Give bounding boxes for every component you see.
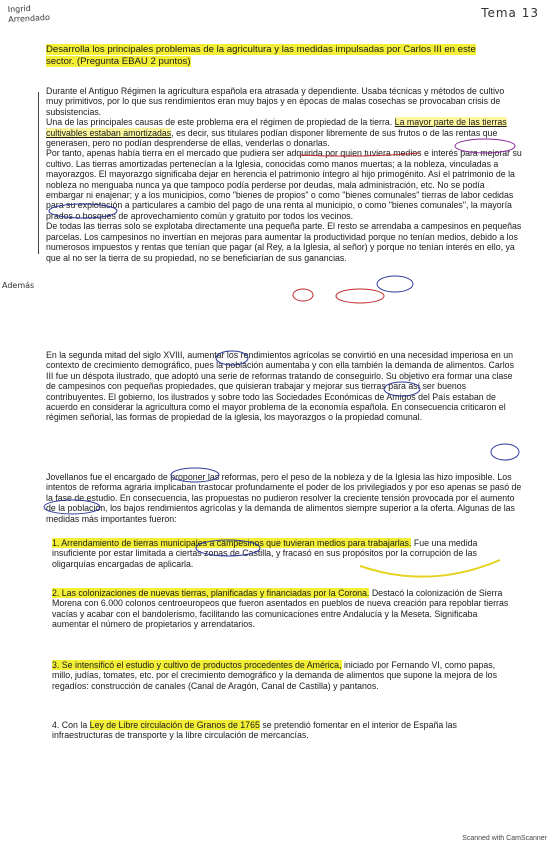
question-title-text: Desarrolla los principales problemas de la agricultura y las medidas impulsadas por Carlos III en este sector. (Pregunta EBAU 2 puntos) xyxy=(46,44,476,67)
measure-3 xyxy=(52,660,512,691)
intro-p2-rest: , es decir, sus titulares podían disponer libremente de sus frutos o de las rentas que generasen, pero no podían desprenderse de ellas, venderlas o donarlas. xyxy=(46,127,498,149)
margin-note: Además xyxy=(2,281,35,290)
section-3-paragraph: Jovellanos fue el encargado de proponer las reformas, pero el peso de la nobleza y de la Iglesia las hizo imposible. Los intentos de reforma agraria implicaban trastocar profundamente el poder de los privilegiados y por eso apenas se pasó de la fase de estudio. En consecuencia, las propuestas no pudieron resolver la creciente tensión provocada por el aumento de la población, los bajos rendimientos agrícolas y la demanda de alimentos siempre superior a la oferta. Algunas de las medidas más importantes fueron: xyxy=(46,472,522,524)
section-2-paragraph: En la segunda mitad del siglo XVIII, aumentar los rendimientos agrícolas se convirtió en una necesidad imperiosa en un contexto de crecimiento demográfico, pues la población aumentaba y con ella también la demanda de alimentos. Carlos III fue un déspota ilustrado, que adoptó una serie de reformas tratando de conseguirlo. Su objetivo era formar una clase de campesinos con pequeñas propiedades, que quisieran trabajar y mejorar sus tierras para así ser buenos contribuyentes. El gobierno, los ilustrados y sobre todo las Sociedades Económicas de Amigos del País estaban de acuerdo en considerar la agricultura como el mayor problema de la economía española. En consecuencia criticaron el régimen señorial, las formas de propiedad de la iglesia, los mayorazgos o la propiedad comunal. xyxy=(46,350,514,423)
measure-4-heading: Ley de Libre circulación de Granos de 1765 xyxy=(89,720,260,730)
measure-2 xyxy=(52,588,512,630)
measure-4-prefix: 4. Con la xyxy=(52,720,88,730)
section-2 xyxy=(46,350,522,423)
student-name-handwritten xyxy=(8,3,51,25)
intro-paragraph-1: Durante el Antiguo Régimen la agricultura española era atrasada y dependiente. Usaba técnicas y métodos de cultivo muy primitivos, por lo que sus rendimientos eran muy bajos y en épocas de malas cosechas se provocaban crisis de subsistencias. xyxy=(46,86,505,117)
measure-1 xyxy=(52,538,512,569)
section-3 xyxy=(46,472,522,524)
intro-p2-highlight: La mayor parte de las tierras cultivables estaban amortizadas xyxy=(46,117,507,138)
margin-bracket xyxy=(38,92,43,254)
measure-2-heading: 2. Las colonizaciones de nuevas tierras, planificadas y financiadas por la Corona. xyxy=(52,588,370,598)
question-title xyxy=(46,44,506,68)
red-circle-mejoras xyxy=(336,289,384,303)
name-line-1: Ingrid xyxy=(7,3,32,15)
measure-1-body: Fue una medida insuficiente por estar limitada a ciertas zonas de Castilla, y fracasó en sus propósitos por la corrupción de las oligarquías encargadas de aplicarla. xyxy=(52,538,478,569)
measure-2-body: Destacó la colonización de Sierra Morena con 6.000 colonos centroeuropeos que fueron asentados en pueblos de nueva creación para repoblar tierras vacías y acabar con el bandolerismo, facilitando las comunicaciones entre Andalucía y la Meseta. Significaba aumentar el número de propietarios y arrendatarios. xyxy=(52,588,509,630)
red-circle-no xyxy=(293,289,313,301)
measure-1-heading: 1. Arrendamiento de tierras municipales a campesinos que tuvieran medios para trabajarlas. xyxy=(52,538,412,548)
scanner-footer: Scanned with CamScanner xyxy=(462,835,547,842)
measure-4 xyxy=(52,720,512,741)
measure-3-heading: 3. Se intensificó el estudio y cultivo de productos procedentes de América, xyxy=(52,660,342,670)
intro-paragraph-3: Por tanto, apenas había tierra en el mercado que pudiera ser adquirida por quien tuviera medios e interés para mejorar su cultivo. Las tierras amortizadas pertenecían a la Iglesia, conocidas como manos muertas; a la nobleza, vinculadas a mayorazgos. El mayorazgo significaba dejar en herencia el patrimonio íntegro al hijo primogénito. Así el patrimonio de la nobleza no menguaba nunca ya que tampoco podía perderse por deudas, mala administración, etc. No se podía embargar ni enajenar; y a los municipios, como "bienes de propios" o como "bienes comunales" tierras de labor cedidas para su explotación a particulares a cambio del pago de una renta al municipio, o como "bienes comunales", la mayoría prados o bosques de aprovechamiento común y gratuito por todos los vecinos. xyxy=(46,148,522,221)
intro-paragraph-2 xyxy=(46,117,522,148)
measure-4-body: se pretendió fomentar en el interior de España las infraestructuras de transporte y la libre circulación de mercancías. xyxy=(52,720,457,741)
measure-3-body: iniciado por Fernando VI, como papas, millo, judías, tomates, etc. por el crecimiento demográfico y la demanda de alimentos que supone la mejora de los regadíos: construcción de canales (Canal de Aragón, Canal de Castilla) y pantanos. xyxy=(52,660,497,691)
topic-number-handwritten: Tema 13 xyxy=(481,6,539,20)
intro-paragraph-4: De todas las tierras solo se explotaba directamente una pequeña parte. El resto se arrendaba a campesinos en pequeñas parcelas. Los campesinos no invertían en mejoras para aumentar la productividad porque no tenían medios, debido a los numerosos impuestos y rentas que tenían que pagar (al Rey, a la Iglesia, al señor) y porque no tenían interés en ello, ya que al no ser la tierra de su propiedad, no se beneficiarían de sus ganancias. xyxy=(46,221,522,263)
intro-p2-lead: Una de las principales causas de este problema era el régimen de propiedad de la tierra. xyxy=(46,117,393,128)
blue-circle-los xyxy=(491,444,519,460)
blue-circle-resto xyxy=(377,276,413,292)
intro-section xyxy=(46,86,522,263)
name-line-2: Arrendado xyxy=(8,12,51,25)
